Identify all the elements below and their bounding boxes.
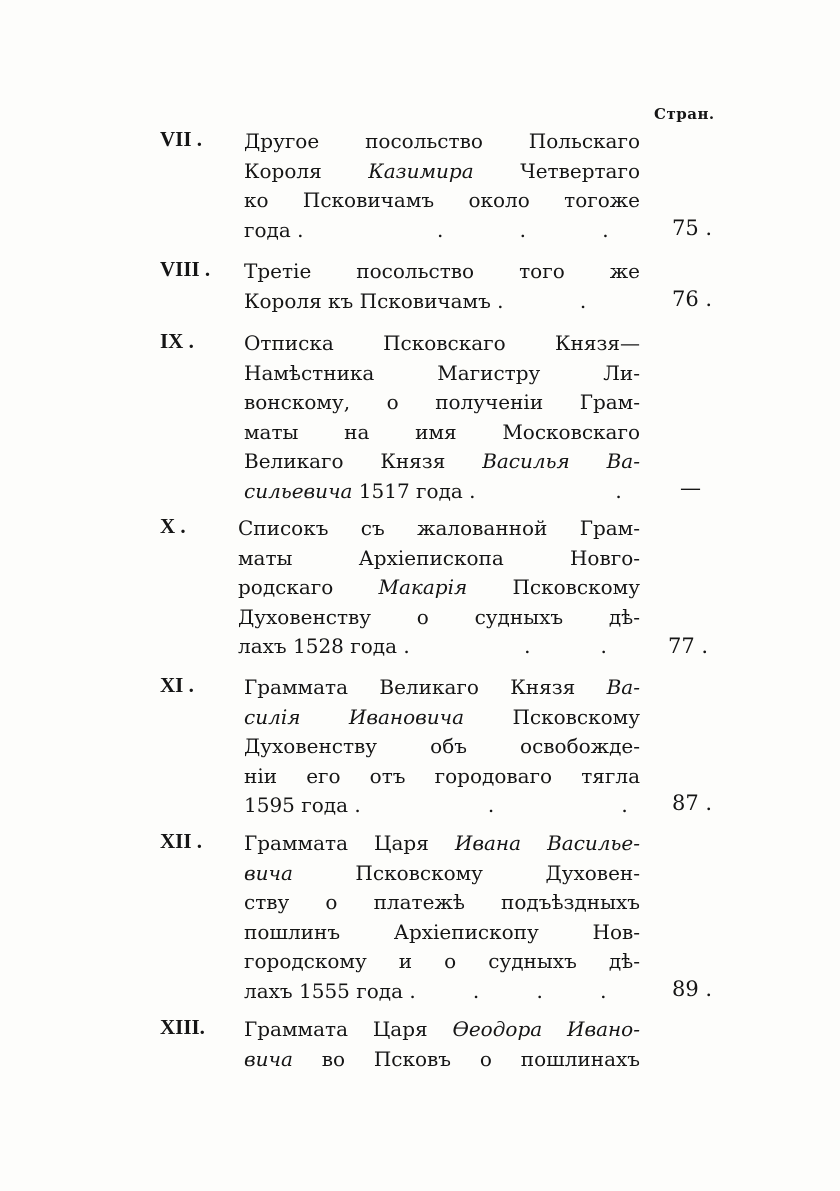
title-line: 1595 года . . .	[244, 793, 628, 818]
title-line: вича во Псковъ о пошлинахъ	[244, 1046, 640, 1071]
title-line: ніи его отъ городоваго тягла	[244, 763, 640, 788]
entry-page-number: 75 .	[672, 216, 713, 240]
title-line: маты Архіепископа Новго-	[238, 545, 640, 570]
title-line: ству о платежѣ подъѣздныхъ	[244, 890, 640, 915]
entry-page-number: 76 .	[672, 287, 713, 311]
entry-number: X .	[160, 514, 186, 538]
title-line: Граммата Царя Ивана Василье-	[244, 831, 640, 855]
title-line: Короля къ Псковичамъ . .	[244, 288, 587, 313]
entry-page-number: 87 .	[672, 791, 713, 815]
title-line: Списокъ съ жалованной Грам-	[238, 516, 640, 540]
entry-page-number: 89 .	[672, 977, 713, 1001]
title-line: городскому и о судныхъ дѣ-	[244, 949, 640, 974]
entry-number: XI .	[160, 673, 194, 697]
title-line: Духовенству о судныхъ дѣ-	[238, 604, 640, 629]
title-line: лахъ 1555 года . . . .	[244, 978, 607, 1003]
entry-page-number: —	[680, 476, 701, 500]
title-line: сильевича 1517 года . .	[244, 478, 622, 503]
title-line: Намѣстника Магистру Ли-	[244, 360, 640, 385]
title-line: Короля Казимира Четвертаго	[244, 158, 640, 183]
title-line: вича Псковскому Духовен-	[244, 860, 640, 885]
title-line: Другое посольство Польскаго	[244, 129, 640, 153]
title-line: Третіе посольство того же	[244, 259, 640, 283]
title-line: Граммата Царя Өеодора Ивано-	[244, 1017, 640, 1041]
title-line: родскаго Макарія Псковскому	[238, 575, 640, 600]
entry-number: VIII .	[160, 257, 211, 281]
entry-number: XIII.	[160, 1015, 205, 1039]
entry-title	[244, 329, 640, 507]
title-line: года . . . .	[244, 217, 609, 242]
title-line: ко Псковичамъ около тогоже	[244, 188, 640, 213]
entry-title	[244, 257, 640, 316]
title-line: Великаго Князя Василья Ва-	[244, 449, 640, 474]
page-column-header: Стран.	[654, 105, 715, 123]
title-line: пошлинъ Архіепископу Нов-	[244, 919, 640, 944]
entry-title	[244, 127, 640, 245]
entry-title	[244, 673, 640, 821]
title-line: лахъ 1528 года . . .	[238, 634, 607, 659]
entry-title	[244, 1015, 640, 1074]
title-line: маты на имя Московскаго	[244, 419, 640, 444]
entry-number: IX .	[160, 329, 194, 353]
title-line: Духовенству объ освобожде-	[244, 734, 640, 759]
title-line: Отписка Псковскаго Князя—	[244, 331, 640, 355]
title-line: силія Ивановича Псковскому	[244, 704, 640, 729]
entry-page-number: 77 .	[668, 634, 709, 658]
entry-number: XII .	[160, 829, 203, 853]
entry-title	[238, 514, 640, 662]
entry-title	[244, 829, 640, 1007]
entry-number: VII .	[160, 127, 203, 151]
title-line: Граммата Великаго Князя Ва-	[244, 675, 640, 699]
title-line: вонскому, о полученіи Грам-	[244, 390, 640, 415]
